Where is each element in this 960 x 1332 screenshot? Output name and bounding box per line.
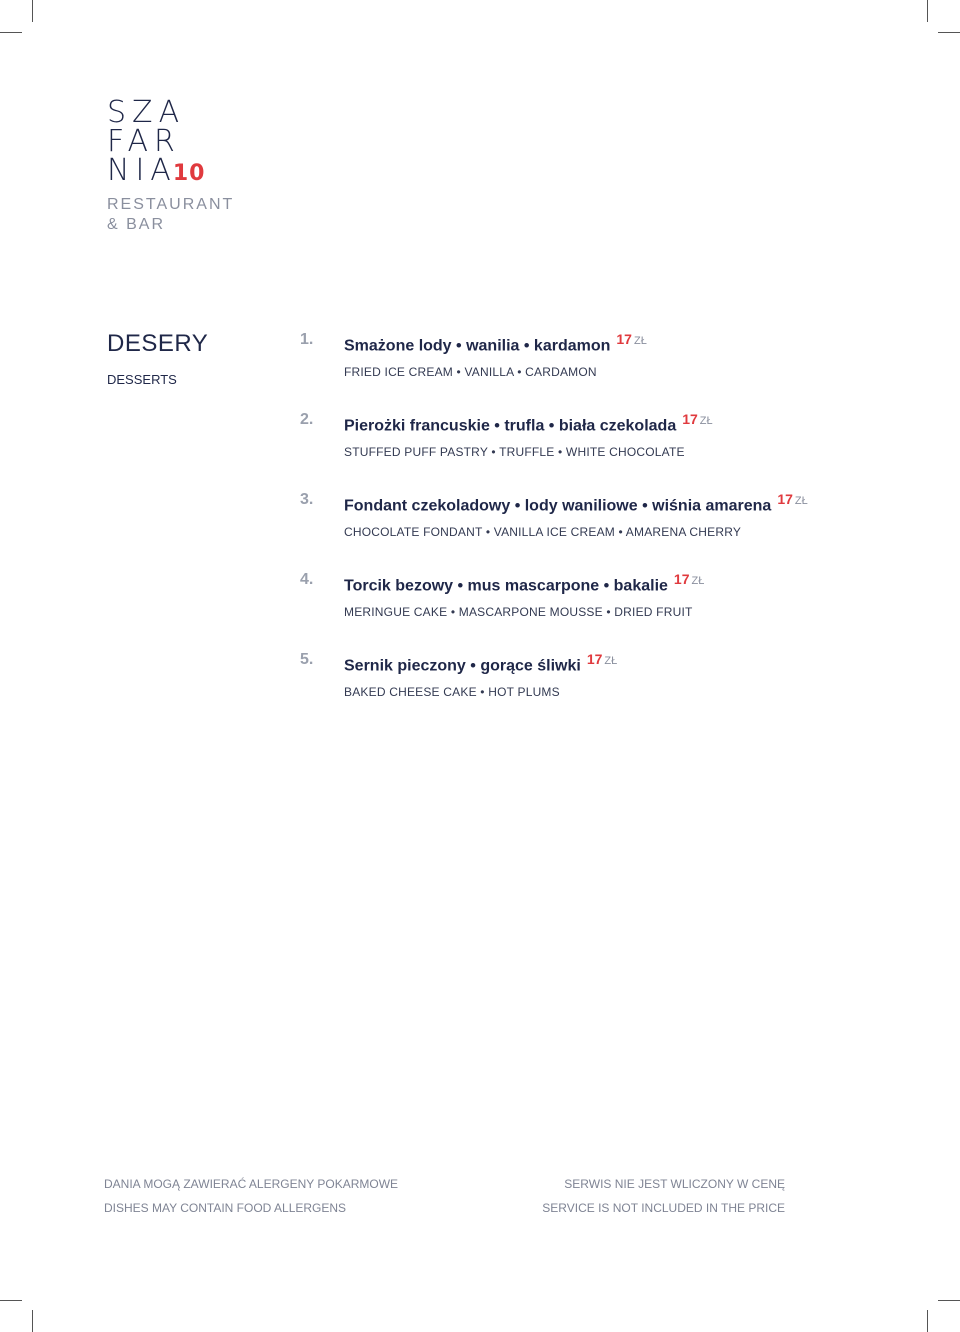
item-name: Torcik bezowy • mus mascarpone • bakalie xyxy=(344,577,668,595)
crop-mark xyxy=(927,0,928,22)
item-name: Pierożki francuskie • trufla • biała czekolada xyxy=(344,417,677,435)
item-name-row xyxy=(344,411,713,435)
logo-line-3-text: NIA xyxy=(107,153,177,188)
logo-subtitle-2: & BAR xyxy=(107,216,166,233)
item-number: 4. xyxy=(300,571,314,588)
item-number: 3. xyxy=(300,491,314,508)
footer-allergens-en: DISHES MAY CONTAIN FOOD ALLERGENS xyxy=(104,1201,347,1215)
section-title-en: DESSERTS xyxy=(107,372,177,387)
item-name-row xyxy=(344,651,617,675)
item-name: Smażone lody • wanilia • kardamon xyxy=(344,337,611,355)
item-description-en: CHOCOLATE FONDANT • VANILLA ICE CREAM • AMARENA CHERRY xyxy=(344,525,742,539)
item-name: Fondant czekoladowy • lody waniliowe • wiśnia amarena xyxy=(344,497,772,515)
crop-mark xyxy=(938,32,960,33)
item-currency: ZŁ xyxy=(604,655,618,667)
crop-mark xyxy=(938,1300,960,1301)
item-currency: ZŁ xyxy=(691,575,705,587)
section-title-pl: DESERY xyxy=(107,330,209,357)
item-price: 17 xyxy=(586,651,603,667)
item-number: 1. xyxy=(300,331,314,348)
item-name-row xyxy=(344,491,808,515)
item-number: 2. xyxy=(300,411,314,428)
item-currency: ZŁ xyxy=(794,495,808,507)
crop-mark xyxy=(0,32,22,33)
item-name-row xyxy=(344,331,647,355)
item-price: 17 xyxy=(682,411,698,427)
item-name: Sernik pieczony • gorące śliwki xyxy=(344,657,581,675)
crop-mark xyxy=(32,1310,33,1332)
item-price: 17 xyxy=(673,571,690,587)
restaurant-logo xyxy=(107,95,235,235)
item-description-en: BAKED CHEESE CAKE • HOT PLUMS xyxy=(344,685,560,699)
item-currency: ZŁ xyxy=(633,335,647,347)
item-description-en: STUFFED PUFF PASTRY • TRUFFLE • WHITE CHOCOLATE xyxy=(344,445,685,459)
logo-number: 10 xyxy=(172,161,206,186)
crop-mark xyxy=(0,1300,22,1301)
item-price: 17 xyxy=(777,491,793,507)
crop-mark xyxy=(927,1310,928,1332)
item-name-row xyxy=(344,571,704,595)
item-description-en: FRIED ICE CREAM • VANILLA • CARDAMON xyxy=(344,365,597,379)
logo-subtitle-1: RESTAURANT xyxy=(107,196,235,213)
footer-service-en: SERVICE IS NOT INCLUDED IN THE PRICE xyxy=(542,1201,785,1215)
item-currency: ZŁ xyxy=(699,415,713,427)
item-price: 17 xyxy=(616,331,632,347)
logo-line-3 xyxy=(107,153,234,188)
logo-line-2: FAR xyxy=(107,124,181,159)
crop-mark xyxy=(32,0,33,22)
footer-allergens-pl: DANIA MOGĄ ZAWIERAĆ ALERGENY POKARMOWE xyxy=(104,1177,399,1191)
item-description-en: MERINGUE CAKE • MASCARPONE MOUSSE • DRIED FRUIT xyxy=(344,605,693,619)
item-number: 5. xyxy=(300,651,314,668)
logo-line-1: SZA xyxy=(107,95,186,130)
footer-service-pl: SERWIS NIE JEST WLICZONY W CENĘ xyxy=(564,1177,785,1191)
